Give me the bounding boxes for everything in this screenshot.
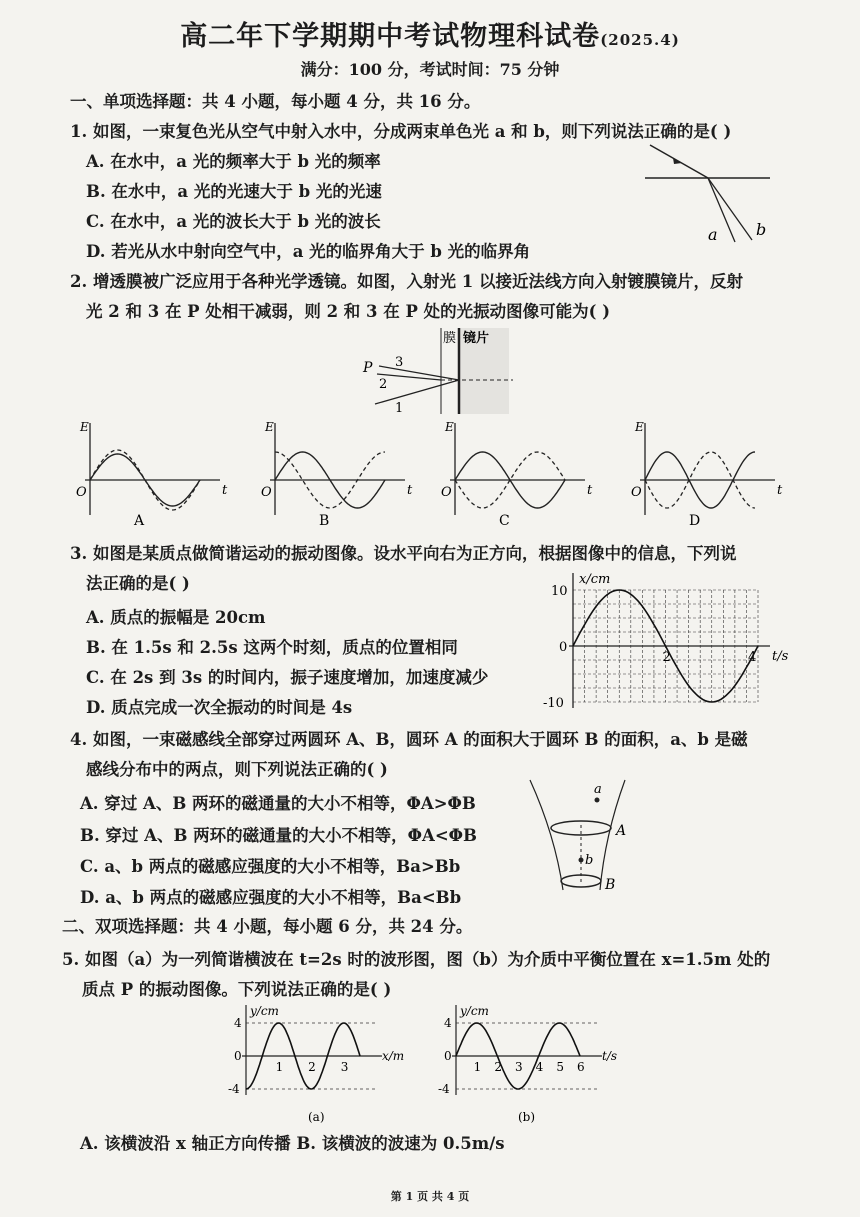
- exam-title: [0, 14, 860, 53]
- x-tick-4: 4: [748, 650, 757, 665]
- x-tick: 6: [577, 1060, 585, 1074]
- incident-arrow: [673, 158, 682, 164]
- q5-graph-a: [228, 1004, 404, 1124]
- ray-2-label: 2: [379, 377, 388, 392]
- q1-refraction-figure: [640, 140, 780, 250]
- q5-stem-line2: 质点 P 的振动图像。下列说法正确的是( ): [82, 980, 392, 999]
- axis-label-t: t: [222, 483, 228, 498]
- section1-heading: 一、单项选择题：共 4 小题，每小题 4 分，共 16 分。: [70, 92, 481, 111]
- axis-label-e: E: [265, 420, 274, 434]
- axis-label-e: E: [445, 420, 454, 434]
- ring-b-label: B: [605, 877, 616, 893]
- x-tick: 1: [473, 1060, 482, 1074]
- q4-rings-figure: [525, 775, 645, 900]
- label-b: b: [756, 220, 767, 239]
- x-tick: 4: [535, 1060, 544, 1074]
- q1-option-d: D. 若光从水中射向空气中，a 光的临界角大于 b 光的临界角: [86, 242, 531, 261]
- q5-wave-graphs: [220, 1003, 640, 1125]
- ring-a-label: A: [616, 823, 627, 839]
- y-tick-10: 10: [551, 584, 568, 599]
- q3-option-a: A. 质点的振幅是 20cm: [86, 608, 266, 627]
- ray-3-label: 3: [395, 355, 404, 370]
- exam-date: (2025.4): [600, 31, 680, 49]
- q3-stem-line1: 3. 如图是某质点做简谐运动的振动图像。设水平向右为正方向，根据图像中的信息，下列说: [70, 544, 737, 563]
- y-tick-4: 4: [444, 1016, 452, 1030]
- x-axis-label: t/s: [602, 1049, 618, 1063]
- q2-graph-b: [261, 420, 413, 529]
- field-line-left: [530, 780, 563, 890]
- y-tick-neg10: -10: [543, 696, 564, 711]
- axis-label-e: E: [80, 420, 89, 434]
- point-b-dot: [579, 858, 584, 863]
- graph-caption: (a): [308, 1110, 325, 1124]
- x-axis-label: x/m: [382, 1049, 405, 1063]
- y-tick-4: 4: [234, 1016, 242, 1030]
- q3-option-c: C. 在 2s 到 3s 的时间内，振子速度增加，加速度减少: [86, 668, 489, 687]
- ray-1-label: 1: [395, 401, 404, 416]
- q4-stem-line1: 4. 如图，一束磁感线全部穿过两圆环 A、B，圆环 A 的面积大于圆环 B 的面积，a、b 是磁: [70, 730, 748, 749]
- point-a-label: a: [594, 782, 602, 797]
- y-tick-neg4: -4: [228, 1082, 240, 1096]
- origin-label: O: [631, 485, 642, 500]
- axis-label-t: t: [587, 483, 593, 498]
- q2-stem-line2: 光 2 和 3 在 P 处相干减弱，则 2 和 3 在 P 处的光振动图像可能为( ): [86, 302, 611, 321]
- y-tick-neg4: -4: [438, 1082, 450, 1096]
- film-label: 膜: [443, 331, 457, 346]
- label-a: a: [708, 225, 718, 244]
- point-a-dot: [595, 798, 600, 803]
- y-axis-label: y/cm: [460, 1004, 489, 1018]
- y-tick-0: 0: [559, 640, 568, 655]
- x-tick: 3: [515, 1060, 523, 1074]
- title-text: 高二年下学期期中考试物理科试卷: [180, 21, 601, 52]
- origin-label: O: [441, 485, 452, 500]
- x-tick: 2: [308, 1060, 316, 1074]
- origin-label: O: [76, 485, 87, 500]
- q5-options: A. 该横波沿 x 轴正方向传播 B. 该横波的波速为 0.5m/s: [80, 1134, 505, 1153]
- q2-graph-a: [76, 420, 228, 529]
- q5-graph-b: [438, 1004, 617, 1124]
- x-tick: 3: [340, 1060, 349, 1074]
- x-tick: 1: [275, 1060, 284, 1074]
- ray-1: [375, 380, 459, 404]
- q4-option-d: D. a、b 两点的磁感应强度的大小不相等，Ba<Bb: [80, 888, 462, 907]
- point-b-label: b: [585, 853, 594, 868]
- q4-stem-line2: 感线分布中的两点，则下列说法正确的( ): [86, 760, 388, 779]
- q2-option-graphs: [75, 415, 805, 530]
- q2-coating-figure: [355, 322, 525, 417]
- q4-option-c: C. a、b 两点的磁感应强度的大小不相等，Ba>Bb: [80, 857, 461, 876]
- y-tick-0: 0: [444, 1049, 452, 1063]
- q3-option-b: B. 在 1.5s 和 2.5s 这两个时刻，质点的位置相同: [86, 638, 458, 657]
- q3-option-d: D. 质点完成一次全振动的时间是 4s: [86, 698, 353, 717]
- q2-stem-line1: 2. 增透膜被广泛应用于各种光学透镜。如图，入射光 1 以接近法线方向入射镀膜镜片，反射: [70, 272, 743, 291]
- q1-option-b: B. 在水中，a 光的光速大于 b 光的光速: [86, 182, 382, 201]
- q2-graph-c: [441, 420, 593, 529]
- q1-stem: 1. 如图，一束复色光从空气中射入水中，分成两束单色光 a 和 b，则下列说法正确的是( ): [70, 122, 732, 141]
- q1-option-c: C. 在水中，a 光的波长大于 b 光的波长: [86, 212, 381, 231]
- axis-label-t: t: [777, 483, 783, 498]
- q5-stem-line1: 5. 如图（a）为一列简谐横波在 t=2s 时的波形图，图（b）为介质中平衡位置在 x=1.5m 处的: [62, 950, 771, 969]
- option-label: C: [499, 513, 510, 529]
- exam-meta: 满分：100 分，考试时间：75 分钟: [300, 60, 560, 79]
- y-tick-0: 0: [234, 1049, 242, 1063]
- q1-option-a: A. 在水中，a 光的频率大于 b 光的频率: [86, 152, 381, 171]
- y-axis-label: y/cm: [250, 1004, 279, 1018]
- option-label: B: [319, 513, 330, 529]
- q3-stem-line2: 法正确的是( ): [86, 574, 190, 593]
- section2-heading: 二、双项选择题：共 4 小题，每小题 6 分，共 24 分。: [62, 917, 473, 936]
- graph-caption: (b): [518, 1110, 536, 1124]
- x-tick-2: 2: [662, 650, 671, 665]
- q2-graph-d: [631, 420, 783, 529]
- x-tick: 2: [494, 1060, 502, 1074]
- axis-label-e: E: [635, 420, 644, 434]
- x-axis-label: t/s: [772, 649, 789, 664]
- option-label: D: [689, 513, 701, 529]
- q4-option-a: A. 穿过 A、B 两环的磁通量的大小不相等，ΦA>ΦB: [80, 794, 476, 813]
- point-p-label: P: [363, 360, 373, 376]
- q3-vibration-chart: [540, 568, 790, 720]
- q4-option-b: B. 穿过 A、B 两环的磁通量的大小不相等，ΦA<ΦB: [80, 826, 477, 845]
- option-label: A: [134, 513, 145, 529]
- y-axis-label: x/cm: [579, 572, 611, 587]
- x-tick: 5: [556, 1060, 564, 1074]
- lens-label: 镜片: [463, 331, 490, 346]
- axis-label-t: t: [407, 483, 413, 498]
- page-footer: 第 1 页 共 4 页: [390, 1190, 470, 1203]
- origin-label: O: [261, 485, 272, 500]
